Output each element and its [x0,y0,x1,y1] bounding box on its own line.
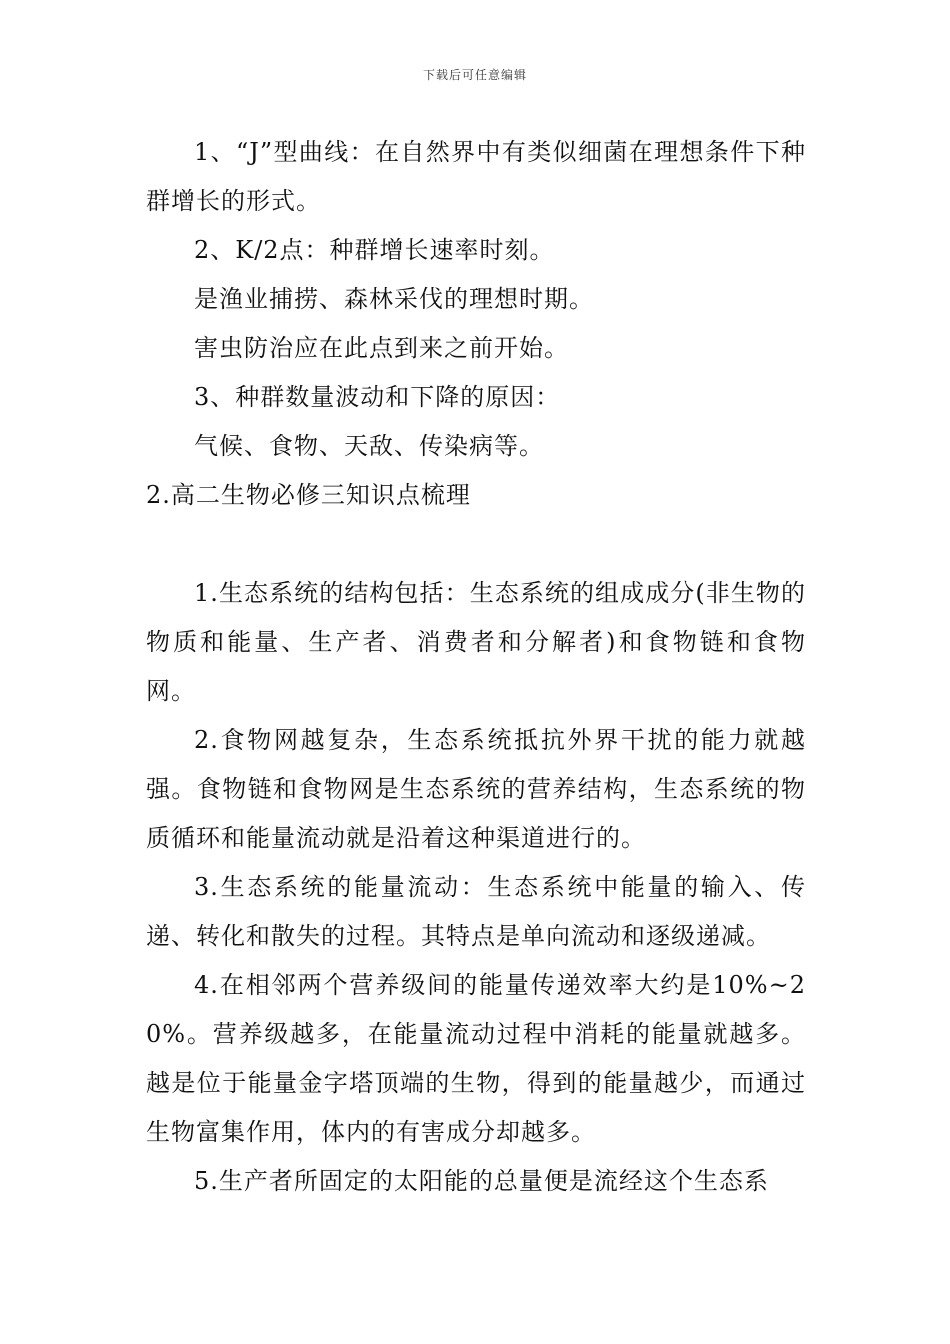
document-body [146,128,806,1206]
paragraph-causes-list: 气候、食物、天敌、传染病等。 [194,432,544,460]
paragraph-k2-point: 2、K/2点：种群增长速率时刻。 [194,236,555,264]
section-heading: 2.高二生物必修三知识点梳理 [146,481,471,509]
spacer [146,520,806,569]
paragraph-fluctuation-causes: 3、种群数量波动和下降的原因： [194,383,561,411]
paragraph-energy-flow: 3.生态系统的能量流动：生态系统中能量的输入、传递、转化和散失的过程。其特点是单向流动和逐级递减。 [146,873,806,950]
paragraph-ecosystem-structure: 1.生态系统的结构包括：生态系统的组成成分(非生物的物质和能量、生产者、消费者和分解者)和食物链和食物网。 [146,579,806,705]
paragraph-food-web: 2.食物网越复杂，生态系统抵抗外界干扰的能力就越强。食物链和食物网是生态系统的营养结构，生态系统的物质循环和能量流动就是沿着这种渠道进行的。 [146,726,806,852]
paragraph-j-curve: 1、“J”型曲线：在自然界中有类似细菌在理想条件下种群增长的形式。 [146,138,806,215]
page-header: 下载后可任意编辑 [422,68,527,82]
paragraph-pest-control: 害虫防治应在此点到来之前开始。 [194,334,569,362]
paragraph-fishing-time: 是渔业捕捞、森林采伐的理想时期。 [194,285,594,313]
paragraph-transfer-efficiency: 4.在相邻两个营养级间的能量传递效率大约是10%~20%。营养级越多，在能量流动过程中消耗的能量就越多。越是位于能量金字塔顶端的生物，得到的能量越少，而通过生物富集作用，体内的有害成分却越多。 [146,971,806,1146]
paragraph-producer-energy: 5.生产者所固定的太阳能的总量便是流经这个生态系 [194,1167,769,1195]
